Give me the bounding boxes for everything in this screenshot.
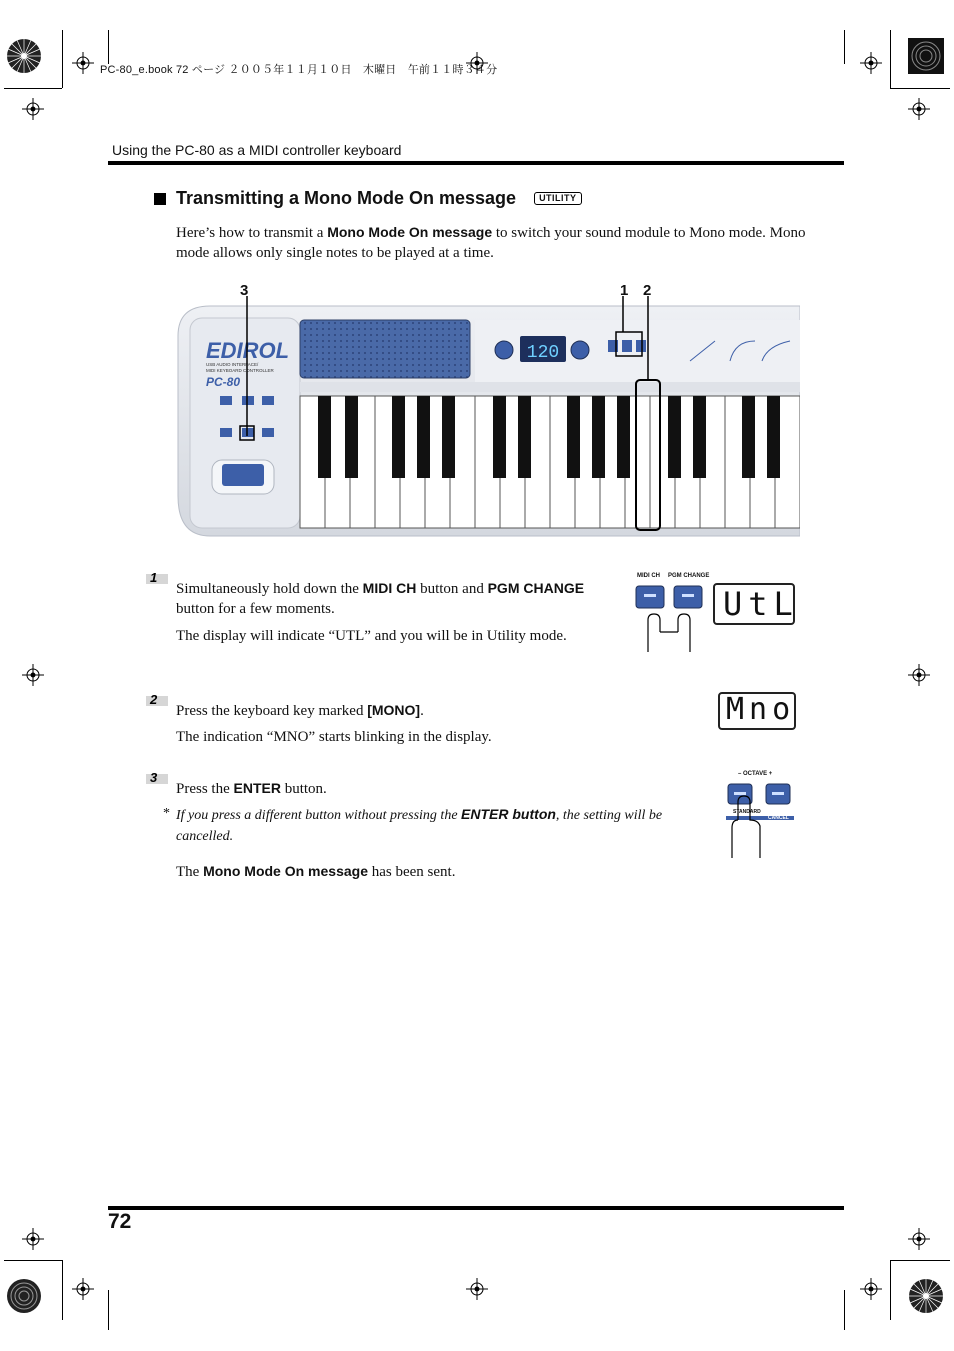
step-text: The xyxy=(176,864,204,880)
registration-mark-icon xyxy=(860,52,882,74)
note-text: , the setting will be cancelled. xyxy=(176,808,663,844)
brand-subtitle-1: USB AUDIO INTERFACE/ xyxy=(206,362,259,367)
print-rosette-icon xyxy=(6,1278,42,1314)
step-3-instruction xyxy=(176,778,626,799)
step-3-result xyxy=(176,861,626,882)
panel-display-value: 120 xyxy=(526,343,560,363)
file-info: PC-80_e.book 72 ページ ２００５年１１月１０日 木曜日 午前１１時３４分 xyxy=(100,64,498,76)
key-name: [MONO] xyxy=(367,702,421,718)
heading-bullet-icon xyxy=(154,193,166,205)
intro-text: to switch your sound module to Mono mode. Mono mode allows only single notes to be played at a time. xyxy=(176,225,806,261)
brand-logo: EDIROL xyxy=(206,338,290,363)
step-text: . xyxy=(420,703,424,719)
step-number: 3 xyxy=(146,771,172,785)
registration-mark-icon xyxy=(908,664,930,686)
display-text: Mno xyxy=(726,692,796,727)
illus-label-standard: STANDARD xyxy=(733,809,761,815)
button-name: ENTER xyxy=(233,780,281,796)
section-title: Transmitting a Mono Mode On message xyxy=(176,188,517,208)
display-utl xyxy=(713,583,799,625)
brand-subtitle-2: MIDI KEYBOARD CONTROLLER xyxy=(206,368,274,373)
two-button-press-illustration xyxy=(632,582,712,658)
registration-mark-icon xyxy=(22,1228,44,1250)
callout-3: 3 xyxy=(240,282,249,299)
print-rosette-icon xyxy=(6,38,42,74)
button-name: MIDI CH xyxy=(362,580,417,596)
step-3-note xyxy=(176,804,696,847)
registration-mark-icon xyxy=(22,664,44,686)
callout-2: 2 xyxy=(643,282,652,299)
utility-badge: UTILITY xyxy=(534,192,582,205)
step-2-result: The indication “MNO” starts blinking in the display. xyxy=(176,729,492,745)
note-text: If you press a different button without pressing the xyxy=(176,808,462,823)
step-1-result: The display will indicate “UTL” and you will be in Utility mode. xyxy=(176,628,567,644)
step-2-instruction xyxy=(176,700,626,721)
step-text: button for a few moments. xyxy=(176,601,335,617)
step-number: 2 xyxy=(146,693,172,707)
section-heading xyxy=(154,188,582,209)
message-name: Mono Mode On message xyxy=(203,863,368,879)
registration-mark-icon xyxy=(22,98,44,120)
print-rosette-icon xyxy=(908,38,944,74)
registration-mark-icon xyxy=(908,98,930,120)
step-text: button. xyxy=(280,781,327,797)
display-text: UtL xyxy=(723,585,799,623)
step-1-instruction xyxy=(176,578,626,619)
button-name: PGM CHANGE xyxy=(487,580,585,596)
running-header: Using the PC-80 as a MIDI controller keyboard xyxy=(112,142,402,158)
intro-term: Mono Mode On message xyxy=(327,224,493,240)
registration-mark-icon xyxy=(908,1228,930,1250)
intro-paragraph xyxy=(176,222,816,263)
footer-rule xyxy=(108,1206,844,1210)
intro-text: Here’s how to transmit a xyxy=(176,225,328,241)
registration-mark-icon xyxy=(72,1278,94,1300)
registration-mark-icon xyxy=(72,52,94,74)
illus-label-midi-ch: MIDI CH xyxy=(637,573,660,579)
step-text: Simultaneously hold down the xyxy=(176,581,363,597)
illus-label-pgm-change: PGM CHANGE xyxy=(668,573,710,579)
step-text: Press the keyboard key marked xyxy=(176,703,368,719)
step-text: button and xyxy=(416,581,488,597)
step-text: has been sent. xyxy=(368,864,456,880)
step-text: Press the xyxy=(176,781,234,797)
model-name: PC-80 xyxy=(206,375,241,389)
page-number: 72 xyxy=(108,1210,132,1233)
button-name: ENTER button xyxy=(461,806,556,822)
registration-mark-icon xyxy=(466,1278,488,1300)
display-mno xyxy=(718,692,796,730)
registration-mark-icon xyxy=(860,1278,882,1300)
callout-1: 1 xyxy=(620,282,629,299)
keyboard-illustration xyxy=(170,296,800,540)
illus-label-cancel: CANCEL xyxy=(768,815,789,821)
print-rosette-icon xyxy=(908,1278,944,1314)
header-rule xyxy=(108,161,844,165)
illus-label-octave: – OCTAVE + xyxy=(738,771,773,777)
step-number: 1 xyxy=(146,571,172,585)
note-asterisk: * xyxy=(163,806,170,821)
